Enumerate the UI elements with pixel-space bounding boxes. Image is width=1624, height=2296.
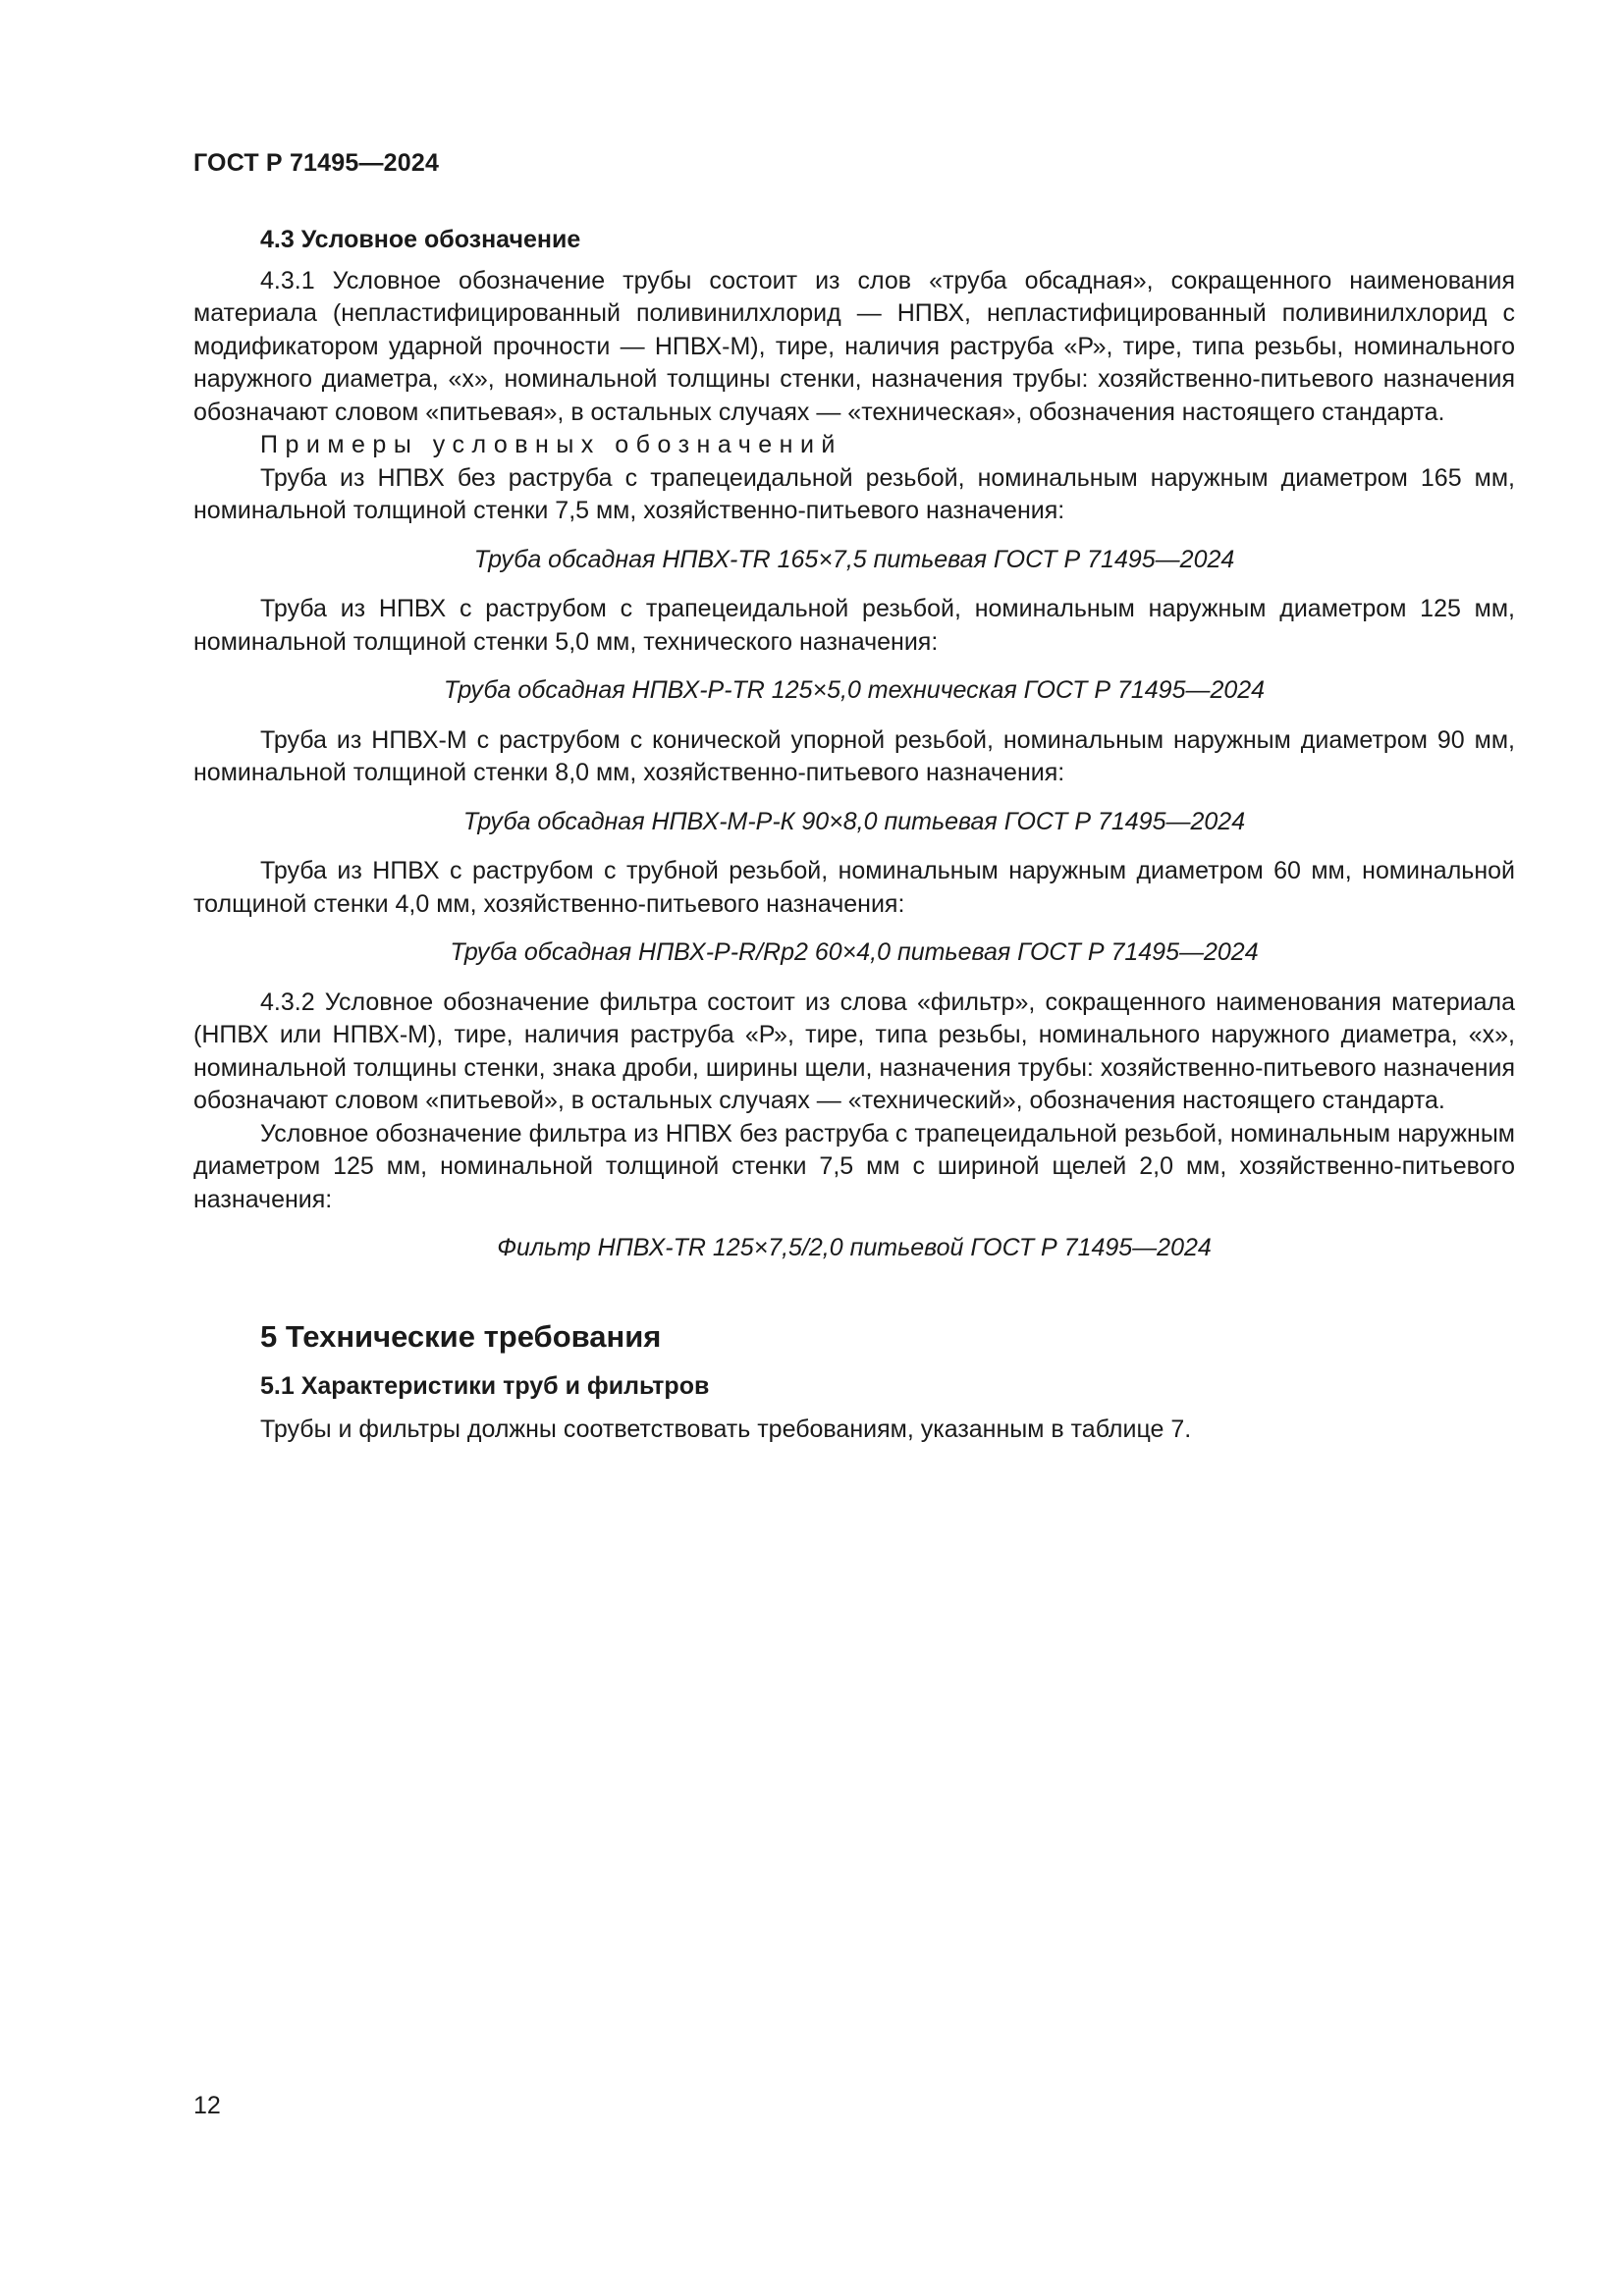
paragraph-4-3-2: 4.3.2 Условное обозначение фильтра состоит из слова «фильтр», сокращенного наименования материала (НПВХ или НПВХ-М), тире, наличия раструба «Р», тире, типа резьбы, номинального наружного диаметра, «х», номинальной толщины стенки, знака дроби, ширины щели, назначения трубы: хозяйственно-питьевого назначения обозначают словом «питьевой», в остальных случаях — «технический», обозначения настоящего стандарта.: [193, 988, 1515, 1114]
page-number: 12: [193, 2092, 221, 2119]
example-4-designation: Труба обсадная НПВХ-Р-R/Rp2 60×4,0 питьевая ГОСТ Р 71495—2024: [450, 938, 1259, 966]
filter-example-designation: Фильтр НПВХ-TR 125×7,5/2,0 питьевой ГОСТ Р 71495—2024: [497, 1234, 1212, 1261]
section-title-5: 5 Технические требования: [260, 1318, 662, 1354]
paragraph-5-1: Трубы и фильтры должны соответствовать требованиям, указанным в таблице 7.: [260, 1415, 1192, 1443]
subsection-title-5-1: 5.1 Характеристики труб и фильтров: [260, 1372, 710, 1400]
example-2-designation: Труба обсадная НПВХ-Р-TR 125×5,0 техническая ГОСТ Р 71495—2024: [443, 676, 1266, 704]
subsection-title-4-3: 4.3 Условное обозначение: [260, 226, 581, 253]
example-1-designation: Труба обсадная НПВХ-TR 165×7,5 питьевая ГОСТ Р 71495—2024: [473, 545, 1235, 573]
paragraph-4-3-1: 4.3.1 Условное обозначение трубы состоит из слов «труба обсадная», сокращенного наименования материала (непластифицированный поливинилхлорид — НПВХ, непластифицированный поливинилхлорид с модификатором ударной прочности — НПВХ-М), тире, наличия раструба «Р», тире, типа резьбы, номинального наружного диаметра, «х», номинальной толщины стенки, назначения трубы: хозяйственно-питьевого назначения обозначают словом «питьевая», в остальных случаях — «техническая», обозначения настоящего стандарта.: [193, 266, 1515, 426]
document-header: ГОСТ Р 71495—2024: [193, 149, 440, 177]
example-4-description: Труба из НПВХ с раструбом с трубной резьбой, номинальным наружным диаметром 60 мм, номинальной толщиной стенки 4,0 мм, хозяйственно-питьевого назначения:: [193, 857, 1515, 918]
example-3-designation: Труба обсадная НПВХ-М-Р-К 90×8,0 питьевая ГОСТ Р 71495—2024: [462, 807, 1246, 835]
examples-title: Примеры условных обозначений: [260, 431, 842, 458]
filter-example-description: Условное обозначение фильтра из НПВХ без раструба с трапецеидальной резьбой, номинальным наружным диаметром 125 мм, номинальной толщиной стенки 7,5 мм с шириной щелей 2,0 мм, хозяйственно-питьевого назначения:: [193, 1119, 1515, 1213]
example-1-description: Труба из НПВХ без раструба с трапецеидальной резьбой, номинальным наружным диаметром 165 мм, номинальной толщиной стенки 7,5 мм, хозяйственно-питьевого назначения:: [193, 463, 1515, 524]
example-3-description: Труба из НПВХ-М с раструбом с конической упорной резьбой, номинальным наружным диаметром 90 мм, номинальной толщиной стенки 8,0 мм, хозяйственно-питьевого назначения:: [193, 725, 1515, 786]
example-2-description: Труба из НПВХ с раструбом с трапецеидальной резьбой, номинальным наружным диаметром 125 мм, номинальной толщиной стенки 5,0 мм, технического назначения:: [193, 595, 1515, 656]
page-content: [193, 224, 1515, 1446]
